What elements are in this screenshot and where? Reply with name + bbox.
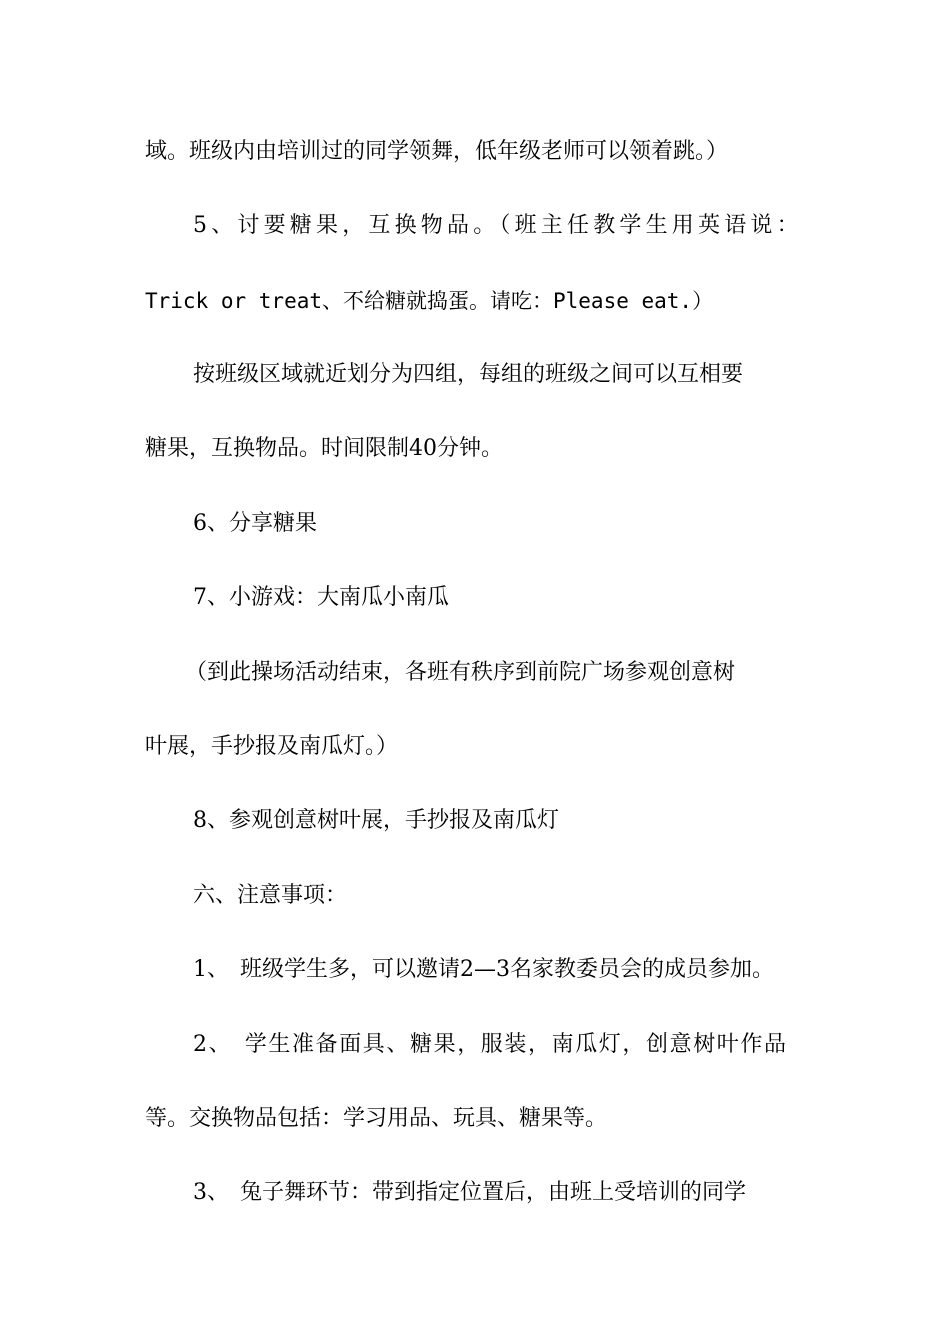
paragraph-line-3: Trick or treat、不给糖就捣蛋。请吃：Please eat.） (145, 289, 714, 313)
paragraph-line-15: 3、 兔子舞环节：带到指定位置后，由班上受培训的同学 (193, 1180, 746, 1205)
paragraph-line-5: 糖果，互换物品。时间限制40分钟。 (145, 436, 503, 461)
paragraph-line-7: 7、小游戏：大南瓜小南瓜 (193, 585, 449, 610)
paragraph-line-6: 6、分享糖果 (193, 511, 317, 536)
paragraph-line-10: 8、参观创意树叶展，手抄报及南瓜灯 (193, 808, 559, 833)
paragraph-line-9: 叶展，手抄报及南瓜灯。） (145, 734, 399, 759)
paragraph-line-1: 域。班级内由培训过的同学领舞，低年级老师可以领着跳。） (145, 139, 729, 164)
paragraph-line-12: 1、 班级学生多，可以邀请2—3名家教委员会的成员参加。 (193, 957, 774, 982)
paragraph-line-8: （到此操场活动结束，各班有秩序到前院广场参观创意树 (185, 660, 736, 685)
section-heading: 六、注意事项： (193, 883, 348, 908)
paragraph-line-14: 等。交换物品包括：学习用品、玩具、糖果等。 (145, 1106, 608, 1131)
paragraph-line-2: 5、讨要糖果，互换物品。（班主任教学生用英语说： (193, 213, 803, 238)
paragraph-line-13: 2、 学生准备面具、糖果，服装，南瓜灯，创意树叶作品 (193, 1032, 788, 1057)
paragraph-line-4: 按班级区域就近划分为四组，每组的班级之间可以互相要 (193, 362, 744, 387)
